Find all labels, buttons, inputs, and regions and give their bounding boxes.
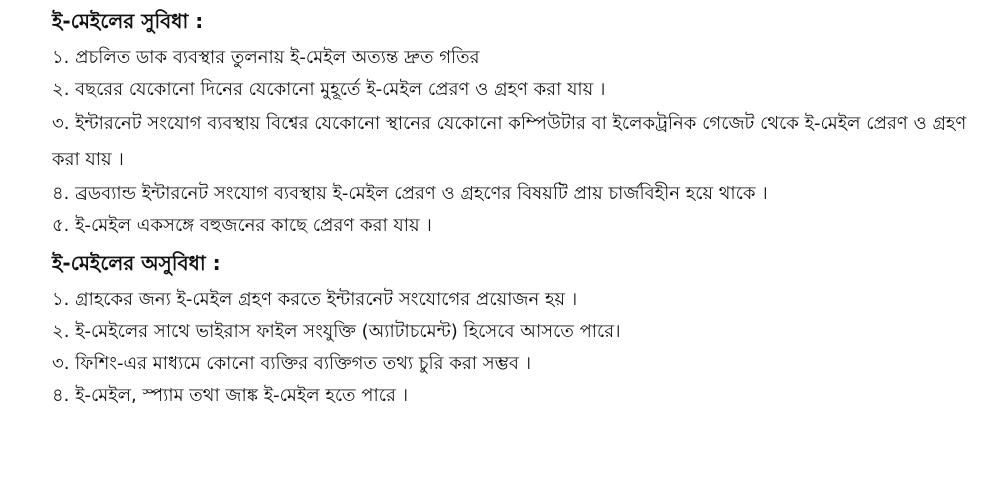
advantage-item-1: ১. প্রচলিত ডাক ব্যবস্থার তুলনায় ই-মেইল অত্যন্ত দ্রুত গতির bbox=[52, 47, 480, 68]
disadvantage-item-3: ৩. ফিশিং-এর মাধ্যমে কোনো ব্যক্তির ব্যক্তিগত তথ্য চুরি করা সম্ভব । bbox=[52, 353, 532, 374]
advantage-item-2: ২. বছরের যেকোনো দিনের যেকোনো মুহূর্তে ই-মেইল প্রেরণ ও গ্রহণ করা যায় । bbox=[52, 79, 606, 100]
disadvantages-heading: ই-মেইলের অসুবিধা : bbox=[52, 251, 221, 275]
disadvantage-item-1: ১. গ্রাহকের জন্য ই-মেইল গ্রহণ করতে ইন্টারনেট সংযোগের প্রয়োজন হয় । bbox=[52, 289, 578, 310]
advantage-item-3: ৩. ইন্টারনেট সংযোগ ব্যবস্থায় বিশ্বের যেকোনো স্থানের যেকোনো কম্পিউটার বা ইলেকট্রনিক গেজেট থেকে ই-মেইল প্রেরণ ও গ্রহণ করা যায় । bbox=[52, 113, 967, 170]
advantages-section bbox=[52, 6, 970, 242]
advantages-list bbox=[52, 42, 970, 242]
disadvantage-item-4: ৪. ই-মেইল, স্প্যাম তথা জাঙ্ক ই-মেইল হতে পারে । bbox=[52, 385, 409, 406]
disadvantages-list bbox=[52, 284, 970, 412]
disadvantages-section bbox=[52, 248, 970, 412]
advantage-item-4: ৪. ব্রডব্যান্ড ইন্টারনেট সংযোগ ব্যবস্থায় ই-মেইল প্রেরণ ও গ্রহণের বিষয়টি প্রায় চার্জবিহীন হয়ে থাকে । bbox=[52, 183, 768, 204]
advantage-item-5: ৫. ই-মেইল একসঙ্গে বহুজনের কাছে প্রেরণ করা যায় । bbox=[52, 215, 432, 236]
disadvantage-item-2: ২. ই-মেইলের সাথে ভাইরাস ফাইল সংযুক্তি (অ্যাটাচমেন্ট) হিসেবে আসতে পারে। bbox=[52, 321, 621, 342]
advantages-heading: ই-মেইলের সুবিধা : bbox=[52, 9, 204, 33]
